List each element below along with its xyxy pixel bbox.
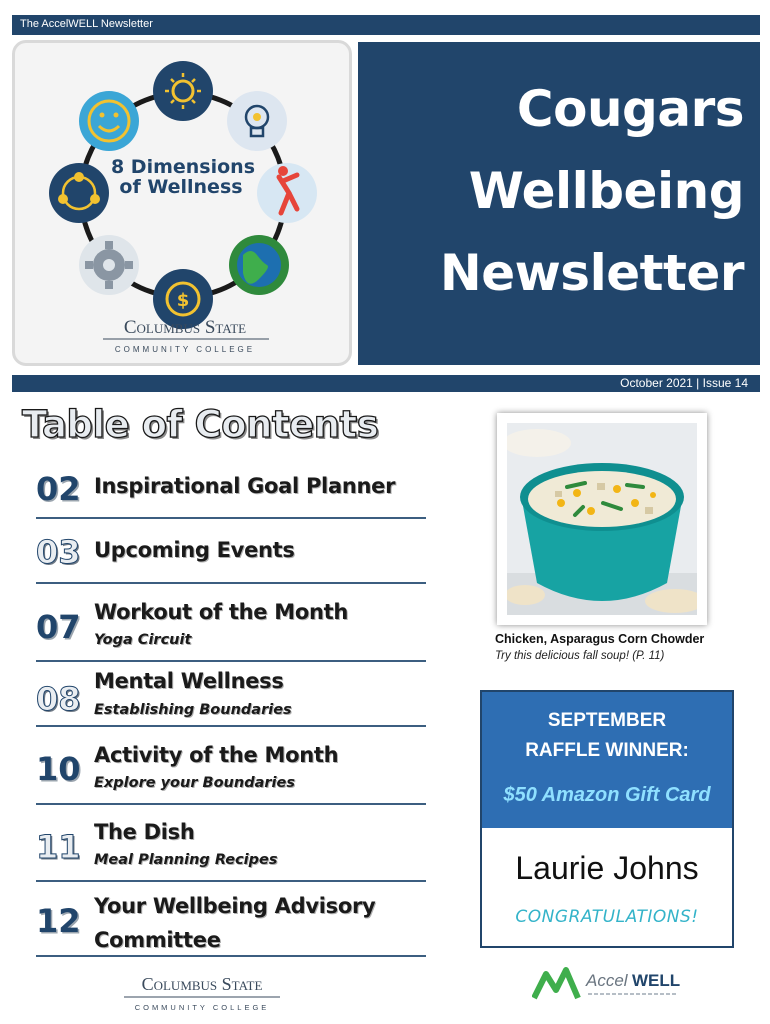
toc-number: 12	[36, 902, 81, 940]
raffle-heading-line1: SEPTEMBER	[547, 710, 667, 731]
toc-divider	[36, 517, 426, 519]
toc-number: 03	[36, 533, 81, 571]
toc-item-activity[interactable]: Activity of the Month	[94, 743, 339, 767]
toc-subitem-explore: Explore your Boundaries	[94, 775, 295, 791]
toc-item-advisory-line2: Committee	[94, 928, 221, 952]
sun-icon	[153, 61, 213, 121]
title-line-1: Cougars	[516, 80, 744, 138]
logo-center-line2: of Wellness	[119, 176, 243, 198]
toc-item-upcoming-events[interactable]: Upcoming Events	[94, 538, 295, 562]
logo-college-sub: COMMUNITY COLLEGE	[114, 345, 256, 354]
raffle-congrats: CONGRATULATIONS!	[515, 907, 699, 927]
logo-center-line1: 8 Dimensions	[110, 156, 256, 178]
toc-number: 02	[36, 470, 81, 508]
toc-number: 10	[36, 750, 81, 788]
toc-divider	[36, 725, 426, 727]
eight-dimensions-diagram	[15, 43, 349, 363]
toc-divider	[36, 803, 426, 805]
community-icon	[49, 163, 109, 223]
toc-number: 11	[36, 828, 81, 866]
figure-icon	[257, 163, 317, 223]
toc-number: 07	[36, 608, 81, 646]
toc-item-mental-wellness[interactable]: Mental Wellness	[94, 669, 284, 693]
toc-item-advisory[interactable]: Your Wellbeing Advisory	[94, 894, 376, 918]
globe-icon	[229, 235, 289, 295]
title-line-2: Wellbeing	[468, 162, 744, 220]
smiley-icon	[79, 91, 139, 151]
raffle-prize: $50 Amazon Gift Card	[503, 784, 711, 806]
raffle-winner-box	[480, 690, 734, 948]
svg-text:$: $	[176, 290, 190, 311]
footer-college-sub: COMMUNITY COLLEGE	[134, 1003, 270, 1012]
newsletter-title-panel	[358, 42, 760, 365]
photo-caption-title: Chicken, Asparagus Corn Chowder	[495, 632, 705, 646]
footer-college-name: Columbus State	[141, 974, 263, 994]
raffle-heading-line2: RAFFLE WINNER:	[525, 740, 689, 761]
toc-divider	[36, 582, 426, 584]
title-line-3: Newsletter	[439, 244, 744, 302]
raffle-header-band	[482, 692, 732, 828]
gear-icon	[79, 235, 139, 295]
toc-divider	[36, 880, 426, 882]
accelwell-logo	[532, 964, 692, 1004]
accelwell-brand-suffix: WELL	[632, 971, 681, 990]
toc-divider	[36, 660, 426, 662]
wellness-logo-panel	[12, 40, 352, 366]
toc-item-goal-planner[interactable]: Inspirational Goal Planner	[94, 474, 396, 498]
raffle-winner-name: Laurie Johns	[515, 850, 699, 886]
accelwell-mark-icon	[534, 970, 578, 998]
toc-subitem-yoga: Yoga Circuit	[94, 632, 192, 648]
toc-item-workout[interactable]: Workout of the Month	[94, 600, 349, 624]
toc-subitem-meal-planning: Meal Planning Recipes	[94, 852, 278, 868]
running-header	[12, 15, 760, 35]
toc-title: Table of Contents	[22, 403, 379, 446]
toc-subitem-boundaries: Establishing Boundaries	[94, 702, 292, 718]
photo-caption-subtitle: Try this delicious fall soup! (P. 11)	[495, 650, 665, 662]
date-issue-text: October 2021 | Issue 14	[620, 376, 748, 390]
toc-divider	[36, 955, 426, 957]
chowder-photo	[497, 413, 707, 625]
date-issue-bar	[12, 375, 760, 392]
logo-college-name: Columbus State	[123, 317, 247, 338]
lightbulb-icon	[227, 91, 287, 151]
toc-item-the-dish[interactable]: The Dish	[94, 820, 195, 844]
columbus-state-logo	[118, 970, 286, 1018]
running-header-text: The AccelWELL Newsletter	[20, 18, 153, 30]
accelwell-brand-prefix: Accel	[586, 971, 628, 990]
toc-number: 08	[36, 680, 81, 718]
soup-bowl-illustration	[507, 423, 697, 615]
